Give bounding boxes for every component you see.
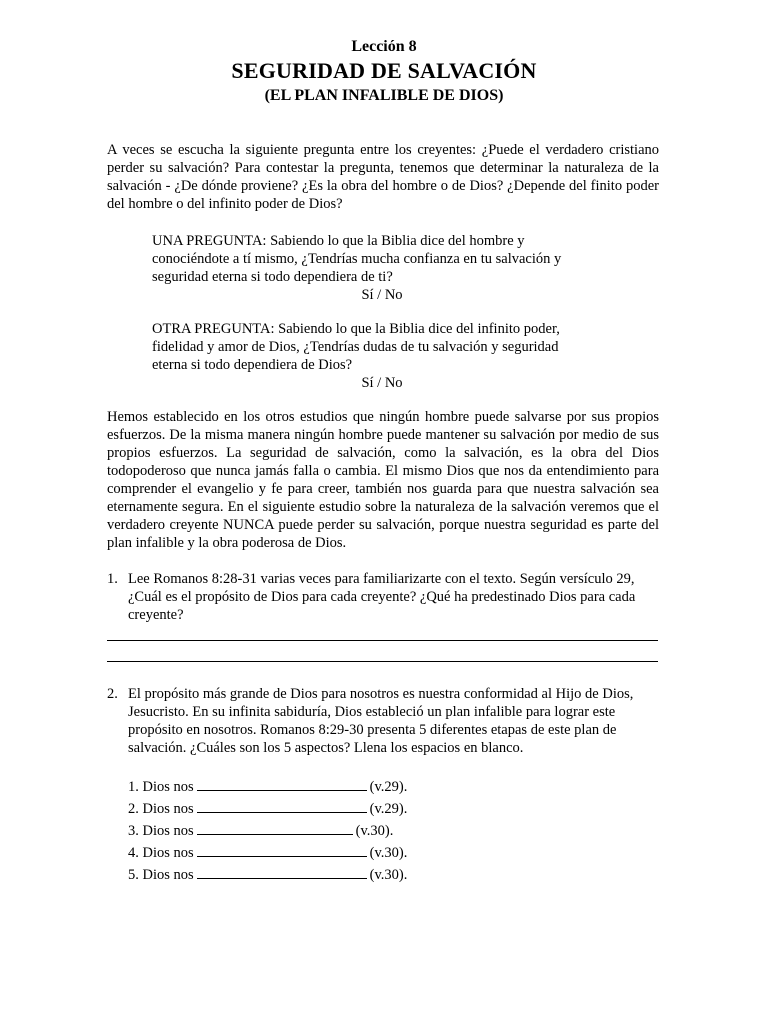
item-number: 2.	[107, 686, 118, 702]
fill-ref: (v.29).	[369, 801, 408, 817]
fill-in-row	[128, 776, 407, 796]
fill-in-row	[128, 842, 407, 862]
answer-line[interactable]	[107, 661, 658, 662]
fill-label: 4. Dios nos	[128, 845, 194, 861]
fill-in-row	[128, 864, 407, 884]
question-one-answer: Sí / No	[361, 287, 403, 303]
fill-ref: (v.30).	[369, 845, 408, 861]
page-title: SEGURIDAD DE SALVACIÓN	[231, 58, 537, 83]
fill-in-row	[128, 798, 407, 818]
answer-line[interactable]	[107, 640, 658, 641]
fill-blank[interactable]	[197, 776, 367, 791]
item-text: Lee Romanos 8:28-31 varias veces para familiarizarte con el texto. Según versículo 29, ¿Cuál es el propósito de Dios para cada creyente? ¿Qué ha predestinado Dios para cada creyente?	[128, 571, 636, 623]
fill-label: 3. Dios nos	[128, 823, 194, 839]
fill-ref: (v.30).	[369, 867, 408, 883]
question-one-text: UNA PREGUNTA: Sabiendo lo que la Biblia dice del hombre y conociéndote a tí mismo, ¿Tendrías mucha confianza en tu salvación y seguridad eterna si todo dependiera de ti?	[152, 233, 562, 285]
body-paragraph: Hemos establecido en los otros estudios que ningún hombre puede salvarse por sus propios esfuerzos. De la misma manera ningún hombre puede mantener su salvación por medio de sus propios esfuerzos. La seguridad de salvación, como la salvación, es la obra del Dios todopoderoso que nunca jamás falla o cambia. El mismo Dios que nos da entendimiento para comprender el evangelio y fe para creer, también nos guarda para que nuestra salvación sea eternamente segura. En el siguiente estudio sobre la naturaleza de la salvación veremos que el verdadero creyente NUNCA puede perder su salvación, porque nuestra seguridad es parte del plan infalible y la obra poderosa de Dios.	[107, 409, 659, 551]
fill-blank[interactable]	[197, 820, 353, 835]
fill-blank[interactable]	[197, 842, 367, 857]
item-text: El propósito más grande de Dios para nosotros es nuestra conformidad al Hijo de Dios, Jesucristo. En su infinita sabiduría, Dios estableció un plan infalible para lograr este propósito en nosotros. Romanos 8:29-30 presenta 5 diferentes etapas de este plan de salvación. ¿Cuáles son los 5 aspectos? Llena los espacios en blanco.	[128, 686, 634, 756]
fill-label: 1. Dios nos	[128, 779, 194, 795]
list-item	[107, 685, 667, 757]
question-two	[152, 320, 592, 392]
fill-blank[interactable]	[197, 798, 367, 813]
lesson-number: Lección 8	[351, 38, 417, 55]
item-number: 1.	[107, 571, 118, 587]
fill-ref: (v.29).	[369, 779, 408, 795]
page-subtitle: (EL PLAN INFALIBLE DE DIOS)	[264, 87, 504, 104]
fill-blank[interactable]	[197, 864, 367, 879]
question-one	[152, 232, 592, 304]
question-two-text: OTRA PREGUNTA: Sabiendo lo que la Biblia dice del infinito poder, fidelidad y amor de Dios, ¿Tendrías dudas de tu salvación y seguridad eterna si todo dependiera de Dios?	[152, 321, 560, 373]
list-item	[107, 570, 667, 624]
question-two-answer: Sí / No	[361, 375, 403, 391]
intro-paragraph: A veces se escucha la siguiente pregunta entre los creyentes: ¿Puede el verdadero cristiano perder su salvación? Para contestar la pregunta, tenemos que determinar la naturaleza de la salvación - ¿De dónde proviene? ¿Es la obra del hombre o de Dios? ¿Depende del finito poder del hombre o del infinito poder de Dios?	[107, 142, 659, 212]
fill-in-row	[128, 820, 393, 840]
fill-ref: (v.30).	[355, 823, 394, 839]
fill-label: 2. Dios nos	[128, 801, 194, 817]
fill-label: 5. Dios nos	[128, 867, 194, 883]
